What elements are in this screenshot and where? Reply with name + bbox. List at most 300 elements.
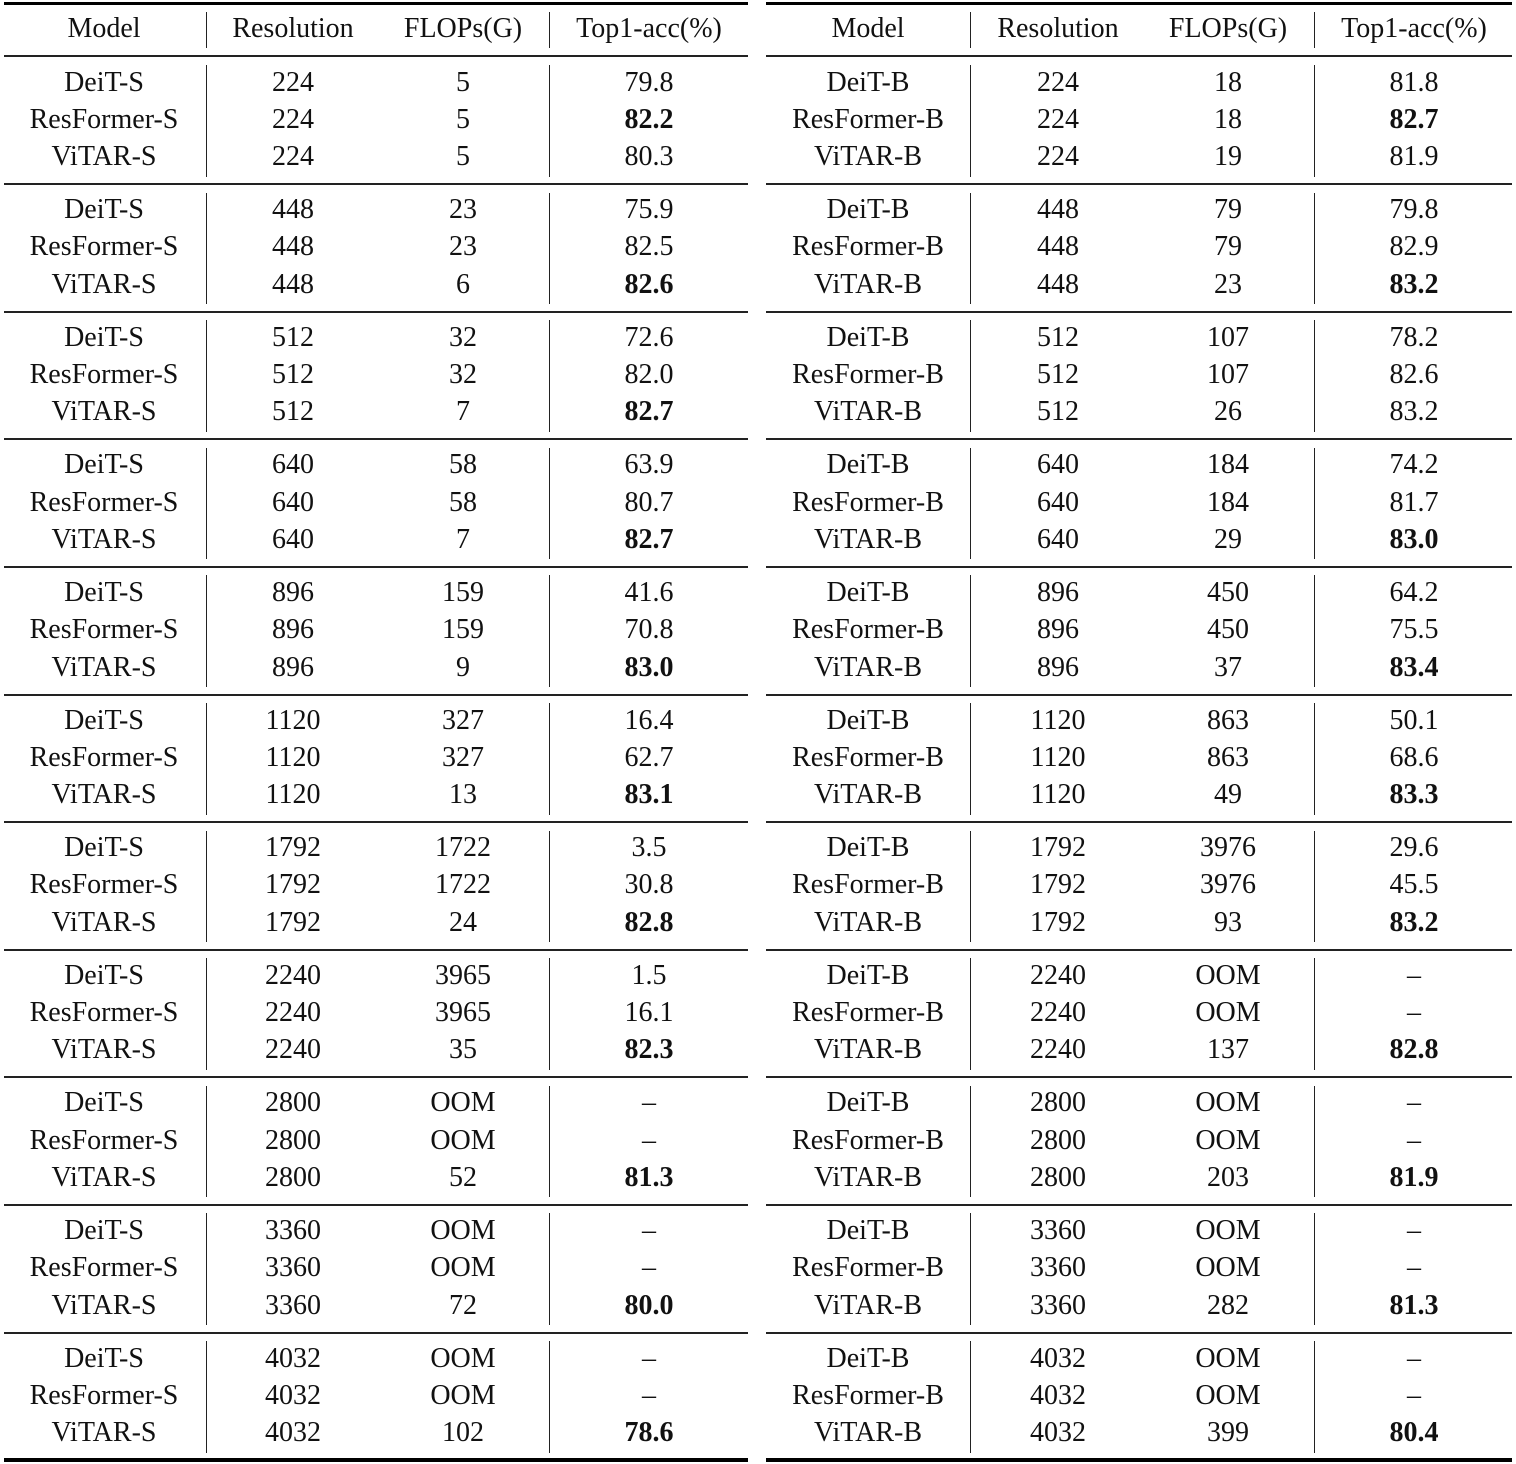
flops-cell: 23 <box>449 231 477 263</box>
header-rule <box>4 55 748 57</box>
flops-cell: 5 <box>456 141 470 173</box>
model-cell: DeiT-S <box>64 321 144 353</box>
column-separator <box>206 448 207 560</box>
accuracy-cell: 16.4 <box>624 704 674 736</box>
flops-cell: 5 <box>456 103 470 135</box>
flops-cell: 3976 <box>1200 832 1256 864</box>
column-separator <box>549 65 550 177</box>
model-cell: ViTAR-B <box>813 268 923 300</box>
accuracy-cell: 82.0 <box>624 359 674 390</box>
accuracy-cell: 80.3 <box>624 141 674 173</box>
accuracy-cell: 1.5 <box>631 959 667 991</box>
model-cell: ResFormer-B <box>792 486 944 518</box>
flops-cell: 58 <box>449 449 477 481</box>
accuracy-cell: 81.3 <box>624 1161 674 1193</box>
group-rule <box>4 311 748 313</box>
column-separator <box>970 958 971 1070</box>
flops-cell: 79 <box>1214 231 1242 263</box>
accuracy-cell: 80.7 <box>624 486 674 518</box>
resolution-cell: 1120 <box>1030 779 1086 811</box>
resolution-cell: 512 <box>1037 359 1079 390</box>
accuracy-cell: 50.1 <box>1389 704 1439 736</box>
model-cell: ResFormer-B <box>792 1124 944 1156</box>
column-separator <box>970 320 971 432</box>
model-cell: ViTAR-S <box>51 396 157 428</box>
resolution-cell: 3360 <box>1030 1252 1086 1284</box>
column-separator <box>970 193 971 305</box>
accuracy-cell: 72.6 <box>624 321 674 353</box>
flops-cell: OOM <box>430 1214 496 1246</box>
column-separator <box>1314 12 1315 48</box>
resolution-cell: 2240 <box>1030 959 1086 991</box>
resolution-cell: 224 <box>1037 141 1079 173</box>
resolution-cell: 4032 <box>1030 1417 1086 1449</box>
model-cell: DeiT-S <box>64 832 144 864</box>
flops-cell: 863 <box>1207 704 1249 736</box>
group-rule <box>4 821 748 823</box>
flops-cell: 23 <box>1214 268 1242 300</box>
flops-cell: 49 <box>1214 779 1242 811</box>
flops-cell: 32 <box>449 321 477 353</box>
group-rule <box>4 1332 748 1334</box>
column-separator <box>206 703 207 815</box>
column-separator <box>549 831 550 943</box>
header-flops: FLOPs(G) <box>1168 13 1288 44</box>
flops-cell: 58 <box>449 486 477 518</box>
accuracy-cell: – <box>642 1342 656 1374</box>
accuracy-cell: 78.2 <box>1389 321 1439 353</box>
column-separator <box>970 831 971 943</box>
resolution-cell: 1120 <box>265 779 321 811</box>
flops-cell: 29 <box>1214 523 1242 555</box>
column-separator <box>549 320 550 432</box>
accuracy-cell: 82.7 <box>1389 103 1439 135</box>
group-rule <box>766 183 1512 185</box>
flops-cell: OOM <box>1195 1214 1261 1246</box>
model-cell: ResFormer-B <box>792 231 944 263</box>
accuracy-cell: – <box>642 1252 656 1284</box>
accuracy-cell: – <box>1407 1124 1421 1156</box>
header-resolution: Resolution <box>232 13 354 44</box>
resolution-cell: 1120 <box>1030 704 1086 736</box>
column-separator <box>1314 1213 1315 1325</box>
resolution-cell: 1792 <box>1030 832 1086 864</box>
resolution-cell: 448 <box>272 268 314 300</box>
resolution-cell: 448 <box>1037 231 1079 263</box>
column-separator <box>549 1086 550 1198</box>
resolution-cell: 2240 <box>265 1034 321 1066</box>
resolution-cell: 2240 <box>265 959 321 991</box>
flops-cell: 107 <box>1207 359 1249 390</box>
resolution-cell: 1120 <box>1030 741 1086 773</box>
model-cell: ResFormer-B <box>792 997 944 1028</box>
model-cell: DeiT-B <box>826 1214 910 1246</box>
flops-cell: 282 <box>1207 1289 1249 1321</box>
flops-cell: OOM <box>430 1252 496 1284</box>
flops-cell: OOM <box>430 1124 496 1156</box>
flops-cell: 35 <box>449 1034 477 1066</box>
model-cell: ResFormer-S <box>29 103 179 135</box>
accuracy-cell: – <box>1407 959 1421 991</box>
group-rule <box>4 183 748 185</box>
model-cell: ViTAR-S <box>51 1161 157 1193</box>
model-cell: DeiT-B <box>826 1342 910 1374</box>
flops-cell: OOM <box>1195 997 1261 1028</box>
model-cell: ResFormer-S <box>29 741 179 773</box>
model-cell: ViTAR-B <box>813 1161 923 1193</box>
column-separator <box>549 448 550 560</box>
model-cell: DeiT-B <box>826 1087 910 1119</box>
column-separator <box>206 575 207 687</box>
resolution-cell: 4032 <box>1030 1379 1086 1411</box>
flops-cell: OOM <box>1195 1252 1261 1284</box>
resolution-cell: 1792 <box>265 869 321 901</box>
group-rule <box>4 1076 748 1078</box>
accuracy-cell: – <box>642 1214 656 1246</box>
resolution-cell: 224 <box>272 66 314 98</box>
model-cell: ViTAR-B <box>813 141 923 173</box>
column-separator <box>1314 65 1315 177</box>
accuracy-cell: 81.8 <box>1389 66 1439 98</box>
model-cell: DeiT-S <box>64 704 144 736</box>
accuracy-cell: 82.8 <box>1389 1034 1439 1066</box>
model-cell: DeiT-S <box>64 1214 144 1246</box>
flops-cell: 23 <box>449 194 477 226</box>
resolution-cell: 896 <box>1037 614 1079 646</box>
resolution-cell: 3360 <box>265 1214 321 1246</box>
model-cell: ResFormer-B <box>792 103 944 135</box>
accuracy-cell: 81.9 <box>1389 1161 1439 1193</box>
column-separator <box>1314 193 1315 305</box>
header-resolution: Resolution <box>997 13 1119 44</box>
resolution-cell: 448 <box>272 231 314 263</box>
accuracy-cell: 82.7 <box>624 523 674 555</box>
column-separator <box>970 1213 971 1325</box>
group-rule <box>766 1204 1512 1206</box>
resolution-cell: 1120 <box>265 741 321 773</box>
flops-cell: 37 <box>1214 651 1242 683</box>
accuracy-cell: – <box>642 1124 656 1156</box>
accuracy-cell: – <box>642 1087 656 1119</box>
resolution-cell: 512 <box>1037 321 1079 353</box>
model-cell: ResFormer-S <box>29 359 179 390</box>
column-separator <box>206 193 207 305</box>
header-flops: FLOPs(G) <box>403 13 523 44</box>
resolution-cell: 4032 <box>265 1417 321 1449</box>
model-cell: ViTAR-S <box>51 523 157 555</box>
resolution-cell: 512 <box>272 396 314 428</box>
model-cell: ViTAR-S <box>51 1034 157 1066</box>
flops-cell: 1722 <box>435 832 491 864</box>
model-cell: ResFormer-B <box>792 1252 944 1284</box>
flops-cell: 203 <box>1207 1161 1249 1193</box>
accuracy-cell: 82.3 <box>624 1034 674 1066</box>
flops-cell: 137 <box>1207 1034 1249 1066</box>
accuracy-cell: 78.6 <box>624 1417 674 1449</box>
flops-cell: 107 <box>1207 321 1249 353</box>
flops-cell: 7 <box>456 396 470 428</box>
model-cell: DeiT-S <box>64 66 144 98</box>
model-cell: DeiT-S <box>64 449 144 481</box>
column-separator <box>970 65 971 177</box>
model-cell: ViTAR-B <box>813 1034 923 1066</box>
accuracy-cell: 75.9 <box>624 194 674 226</box>
resolution-cell: 896 <box>272 651 314 683</box>
resolution-cell: 640 <box>272 523 314 555</box>
resolution-cell: 224 <box>1037 103 1079 135</box>
model-cell: ViTAR-S <box>51 906 157 938</box>
model-cell: DeiT-B <box>826 449 910 481</box>
flops-cell: 450 <box>1207 576 1249 608</box>
resolution-cell: 896 <box>272 576 314 608</box>
accuracy-cell: 70.8 <box>624 614 674 646</box>
model-cell: ViTAR-B <box>813 523 923 555</box>
flops-cell: 24 <box>449 906 477 938</box>
flops-cell: 3976 <box>1200 869 1256 901</box>
column-separator <box>1314 1341 1315 1453</box>
model-cell: DeiT-S <box>64 1087 144 1119</box>
accuracy-cell: 75.5 <box>1389 614 1439 646</box>
flops-cell: 72 <box>449 1289 477 1321</box>
accuracy-cell: 83.0 <box>1389 523 1439 555</box>
model-cell: ResFormer-S <box>29 1124 179 1156</box>
group-rule <box>4 438 748 440</box>
group-rule <box>766 311 1512 313</box>
column-separator <box>1314 448 1315 560</box>
accuracy-cell: 83.2 <box>1389 906 1439 938</box>
flops-cell: OOM <box>1195 959 1261 991</box>
flops-cell: OOM <box>430 1342 496 1374</box>
model-cell: ViTAR-S <box>51 268 157 300</box>
model-cell: ViTAR-S <box>51 1289 157 1321</box>
flops-cell: 863 <box>1207 741 1249 773</box>
flops-cell: OOM <box>430 1379 496 1411</box>
resolution-cell: 640 <box>1037 523 1079 555</box>
model-cell: ViTAR-B <box>813 779 923 811</box>
flops-cell: 52 <box>449 1161 477 1193</box>
header-rule <box>766 55 1512 57</box>
group-rule <box>766 821 1512 823</box>
accuracy-cell: 83.1 <box>624 779 674 811</box>
resolution-cell: 640 <box>272 486 314 518</box>
resolution-cell: 512 <box>272 321 314 353</box>
bottom-rule <box>766 1458 1512 1462</box>
model-cell: ResFormer-S <box>29 614 179 646</box>
flops-cell: 13 <box>449 779 477 811</box>
column-separator <box>206 320 207 432</box>
flops-cell: 9 <box>456 651 470 683</box>
accuracy-cell: 80.4 <box>1389 1417 1439 1449</box>
resolution-cell: 4032 <box>1030 1342 1086 1374</box>
accuracy-cell: 83.4 <box>1389 651 1439 683</box>
model-cell: ViTAR-S <box>51 141 157 173</box>
model-cell: DeiT-B <box>826 576 910 608</box>
accuracy-cell: 82.5 <box>624 231 674 263</box>
group-rule <box>766 694 1512 696</box>
top-rule <box>766 2 1512 5</box>
resolution-cell: 2800 <box>1030 1124 1086 1156</box>
group-rule <box>766 949 1512 951</box>
resolution-cell: 3360 <box>265 1289 321 1321</box>
resolution-cell: 2240 <box>265 997 321 1028</box>
accuracy-cell: 62.7 <box>624 741 674 773</box>
flops-cell: 159 <box>442 576 484 608</box>
flops-cell: 79 <box>1214 194 1242 226</box>
resolution-cell: 2800 <box>1030 1087 1086 1119</box>
resolution-cell: 2800 <box>1030 1161 1086 1193</box>
model-cell: ResFormer-S <box>29 486 179 518</box>
accuracy-cell: 79.8 <box>624 66 674 98</box>
accuracy-cell: 41.6 <box>624 576 674 608</box>
resolution-cell: 2800 <box>265 1124 321 1156</box>
flops-cell: 102 <box>442 1417 484 1449</box>
accuracy-cell: – <box>1407 997 1421 1028</box>
model-cell: ViTAR-S <box>51 1417 157 1449</box>
accuracy-cell: 82.9 <box>1389 231 1439 263</box>
column-separator <box>549 958 550 1070</box>
flops-cell: 93 <box>1214 906 1242 938</box>
group-rule <box>766 566 1512 568</box>
column-separator <box>206 1086 207 1198</box>
accuracy-cell: – <box>1407 1087 1421 1119</box>
flops-cell: 3965 <box>435 959 491 991</box>
resolution-cell: 640 <box>1037 449 1079 481</box>
resolution-cell: 512 <box>272 359 314 390</box>
resolution-cell: 448 <box>1037 194 1079 226</box>
resolution-cell: 2240 <box>1030 1034 1086 1066</box>
group-rule <box>4 949 748 951</box>
column-separator <box>206 1213 207 1325</box>
flops-cell: 327 <box>442 704 484 736</box>
flops-cell: OOM <box>1195 1087 1261 1119</box>
flops-cell: 3965 <box>435 997 491 1028</box>
resolution-cell: 896 <box>1037 576 1079 608</box>
header-model: Model <box>831 13 905 44</box>
column-separator <box>1314 958 1315 1070</box>
model-cell: ViTAR-B <box>813 396 923 428</box>
column-separator <box>970 12 971 48</box>
accuracy-cell: 30.8 <box>624 869 674 901</box>
flops-cell: OOM <box>1195 1379 1261 1411</box>
accuracy-cell: 3.5 <box>631 832 667 864</box>
model-cell: DeiT-B <box>826 704 910 736</box>
resolution-cell: 3360 <box>1030 1214 1086 1246</box>
column-separator <box>206 958 207 1070</box>
accuracy-cell: – <box>642 1379 656 1411</box>
flops-cell: 6 <box>456 268 470 300</box>
flops-cell: OOM <box>430 1087 496 1119</box>
accuracy-cell: 45.5 <box>1389 869 1439 901</box>
model-cell: ResFormer-S <box>29 1379 179 1411</box>
flops-cell: 18 <box>1214 66 1242 98</box>
model-cell: DeiT-S <box>64 194 144 226</box>
resolution-cell: 896 <box>1037 651 1079 683</box>
accuracy-cell: – <box>1407 1379 1421 1411</box>
column-separator <box>970 703 971 815</box>
accuracy-cell: – <box>1407 1252 1421 1284</box>
accuracy-cell: 16.1 <box>624 997 674 1028</box>
accuracy-cell: 83.3 <box>1389 779 1439 811</box>
flops-cell: 5 <box>456 66 470 98</box>
model-cell: ResFormer-B <box>792 359 944 390</box>
column-separator <box>970 448 971 560</box>
resolution-cell: 1792 <box>265 906 321 938</box>
resolution-cell: 640 <box>1037 486 1079 518</box>
accuracy-cell: 64.2 <box>1389 576 1439 608</box>
header-accuracy: Top1-acc(%) <box>576 13 722 44</box>
column-separator <box>206 831 207 943</box>
bottom-rule <box>4 1458 748 1462</box>
group-rule <box>4 1204 748 1206</box>
column-separator <box>1314 575 1315 687</box>
model-cell: ViTAR-B <box>813 1289 923 1321</box>
accuracy-cell: 82.2 <box>624 103 674 135</box>
accuracy-cell: 81.7 <box>1389 486 1439 518</box>
column-separator <box>549 1213 550 1325</box>
resolution-cell: 224 <box>1037 66 1079 98</box>
resolution-cell: 3360 <box>265 1252 321 1284</box>
flops-cell: 450 <box>1207 614 1249 646</box>
column-separator <box>1314 1086 1315 1198</box>
column-separator <box>970 1341 971 1453</box>
accuracy-cell: 68.6 <box>1389 741 1439 773</box>
resolution-cell: 1792 <box>1030 906 1086 938</box>
accuracy-cell: 83.2 <box>1389 268 1439 300</box>
accuracy-cell: 81.3 <box>1389 1289 1439 1321</box>
flops-cell: OOM <box>1195 1124 1261 1156</box>
group-rule <box>766 1332 1512 1334</box>
column-separator <box>549 12 550 48</box>
model-cell: DeiT-B <box>826 959 910 991</box>
resolution-cell: 2240 <box>1030 997 1086 1028</box>
column-separator <box>1314 831 1315 943</box>
column-separator <box>206 65 207 177</box>
column-separator <box>549 1341 550 1453</box>
accuracy-cell: 74.2 <box>1389 449 1439 481</box>
accuracy-cell: 79.8 <box>1389 194 1439 226</box>
flops-cell: 19 <box>1214 141 1242 173</box>
resolution-cell: 2800 <box>265 1161 321 1193</box>
resolution-cell: 4032 <box>265 1342 321 1374</box>
accuracy-cell: 63.9 <box>624 449 674 481</box>
resolution-cell: 512 <box>1037 396 1079 428</box>
model-cell: ViTAR-S <box>51 779 157 811</box>
model-cell: DeiT-B <box>826 832 910 864</box>
model-cell: ResFormer-S <box>29 997 179 1028</box>
resolution-cell: 896 <box>272 614 314 646</box>
resolution-cell: 1792 <box>265 832 321 864</box>
accuracy-cell: 29.6 <box>1389 832 1439 864</box>
accuracy-cell: – <box>1407 1214 1421 1246</box>
resolution-cell: 448 <box>1037 268 1079 300</box>
accuracy-cell: 82.6 <box>1389 359 1439 390</box>
accuracy-cell: 83.2 <box>1389 396 1439 428</box>
header-model: Model <box>67 13 141 44</box>
model-cell: ViTAR-B <box>813 906 923 938</box>
accuracy-cell: 82.8 <box>624 906 674 938</box>
model-cell: ResFormer-B <box>792 614 944 646</box>
flops-cell: 32 <box>449 359 477 390</box>
model-cell: ViTAR-B <box>813 651 923 683</box>
model-cell: ResFormer-S <box>29 231 179 263</box>
column-separator <box>549 193 550 305</box>
resolution-cell: 3360 <box>1030 1289 1086 1321</box>
top-rule <box>4 2 748 5</box>
flops-cell: 7 <box>456 523 470 555</box>
group-rule <box>4 694 748 696</box>
column-separator <box>1314 320 1315 432</box>
accuracy-cell: 81.9 <box>1389 141 1439 173</box>
